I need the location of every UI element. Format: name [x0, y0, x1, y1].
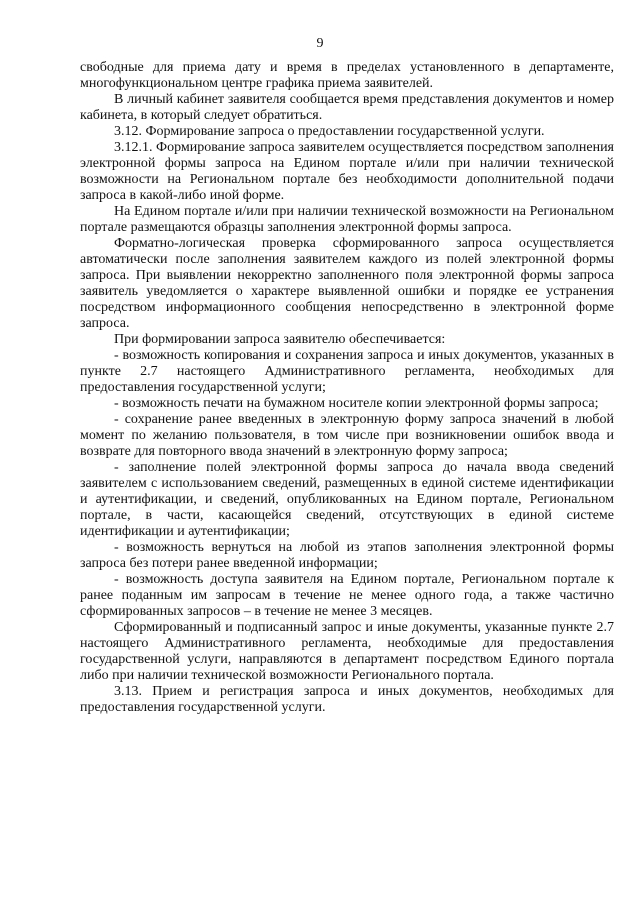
paragraph: - возможность копирования и сохранения запроса и иных документов, указанных в пункте 2.7 настоящего Административного регламента, необходимых для предоставления государственной услуги;	[80, 348, 614, 395]
paragraph: 3.13. Прием и регистрация запроса и иных документов, необходимых для предоставления государственной услуги.	[80, 684, 614, 715]
paragraph: Форматно-логическая проверка сформированного запроса осуществляется автоматически после заполнения заявителем каждого из полей электронной формы запроса. При выявлении некорректно заполненного поля электронной формы запроса заявитель уведомляется о характере выявленной ошибки и порядке ее устранения посредством информационного сообщения непосредственно в электронной форме запроса.	[80, 236, 614, 331]
paragraph: - сохранение ранее введенных в электронную форму запроса значений в любой момент по желанию пользователя, в том числе при возникновении ошибок ввода и возврате для повторного ввода значений в электронную форму запроса;	[80, 412, 614, 459]
document-body	[80, 60, 614, 716]
paragraph: 3.12.1. Формирование запроса заявителем осуществляется посредством заполнения электронной формы запроса на Едином портале и/или при наличии технической возможности на Региональном портале без необходимости дополнительной подачи запроса в какой-либо иной форме.	[80, 140, 614, 203]
paragraph: - возможность вернуться на любой из этапов заполнения электронной формы запроса без потери ранее введенной информации;	[80, 540, 614, 571]
paragraph: 3.12. Формирование запроса о предоставлении государственной услуги.	[114, 124, 545, 139]
paragraph: - возможность доступа заявителя на Едином портале, Региональном портале к ранее поданным им запросам в течение не менее одного года, а также частично сформированных запросов – в течение не менее 3 месяцев.	[80, 572, 614, 619]
paragraph: На Едином портале и/или при наличии технической возможности на Региональном портале размещаются образцы заполнения электронной формы запроса.	[80, 204, 614, 235]
page-number: 9	[316, 36, 324, 51]
paragraph: - заполнение полей электронной формы запроса до начала ввода сведений заявителем с использованием сведений, размещенных в единой системе идентификации и аутентификации, и сведений, опубликованных на Едином портале, Региональном портале, в части, касающейся сведений, отсутствующих в единой системе идентификации и аутентификации;	[80, 460, 614, 539]
paragraph: свободные для приема дату и время в пределах установленного в департаменте, многофункциональном центре графика приема заявителей.	[80, 60, 614, 91]
paragraph: В личный кабинет заявителя сообщается время представления документов и номер кабинета, в который следует обратиться.	[80, 92, 614, 123]
paragraph: - возможность печати на бумажном носителе копии электронной формы запроса;	[114, 396, 599, 411]
paragraph: Сформированный и подписанный запрос и иные документы, указанные пункте 2.7 настоящего Административного регламента, необходимые для предоставления государственной услуги, направляются в департамент посредством Единого портала либо при наличии технической возможности Регионального портала.	[80, 620, 614, 683]
paragraph: При формировании запроса заявителю обеспечивается:	[114, 332, 446, 347]
